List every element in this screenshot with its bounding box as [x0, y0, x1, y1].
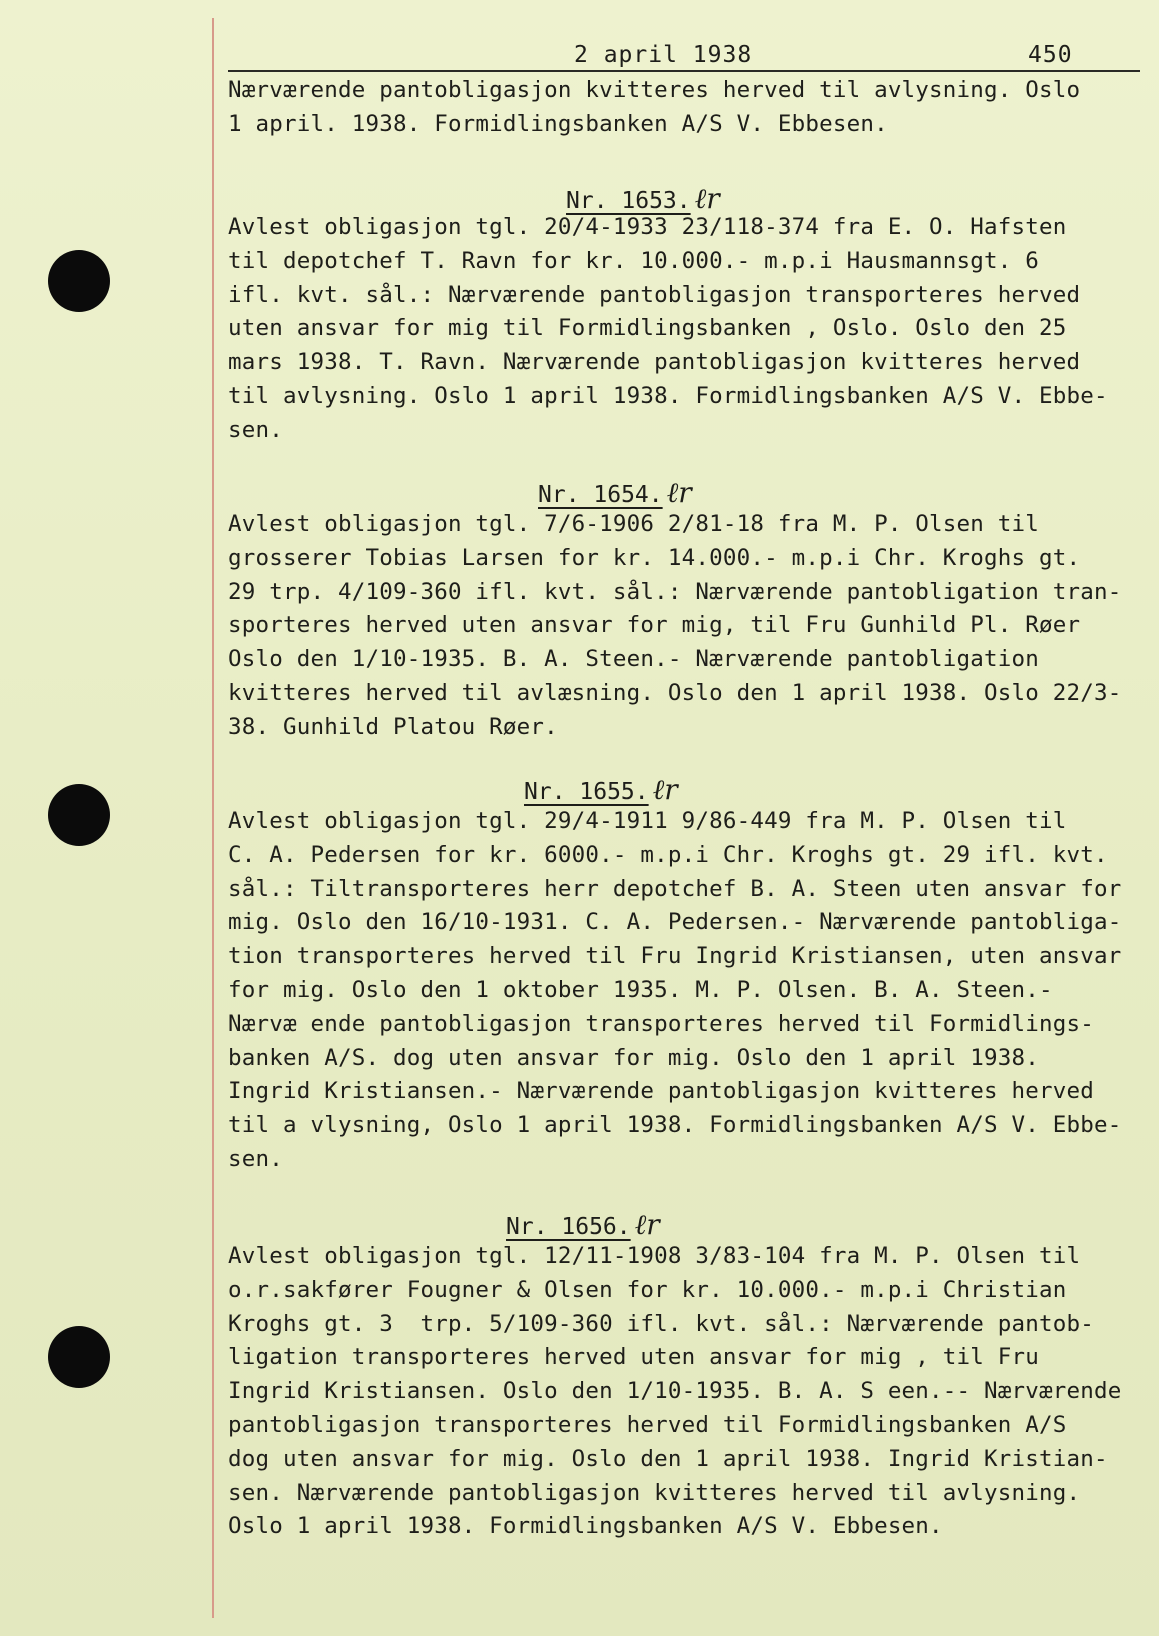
entry-heading-1654 [538, 476, 692, 510]
intro-text: Nærværende pantobligasjon kvitteres herved til avlysning. Oslo 1 april. 1938. Formidlingsbanken A/S V. Ebbesen. [228, 77, 1081, 137]
margin-rule [212, 18, 214, 1618]
header-date: 2 april 1938 [574, 42, 753, 68]
initials-mark: ℓr [694, 182, 720, 215]
entry-text-1656: Avlest obligasjon tgl. 12/11-1908 3/83-104 fra M. P. Olsen til o.r.sakfører Fougner & Olsen for kr. 10.000.- m.p.i Christian Kroghs gt. 3 trp. 5/109-360 ifl. kvt. sål.: Nærværende pantob- ligation transporteres herved uten ansvar for mig , til Fru Ingrid Kristiansen. Oslo den 1/10-1935. B. A. S een.-- Nærværende pantobligasjon transporteres herved til Formidlingsbanken A/S dog uten ansvar for mig. Oslo den 1 april 1938. Ingrid Kristian- sen. Nærværende pantobligasjon kvitteres herved til avlysning. Oslo 1 april 1938. Formidlingsbanken A/S V. Ebbesen. [228, 1243, 1122, 1540]
entry-text-1654: Avlest obligasjon tgl. 7/6-1906 2/81-18 fra M. P. Olsen til grosserer Tobias Larsen for kr. 14.000.- m.p.i Chr. Kroghs gt. 29 trp. 4/109-360 ifl. kvt. sål.: Nærværende pantobligation tran- sporteres herved uten ansvar for mig, til Fru Gunhild Pl. Røer Oslo den 1/10-1935. B. A. Steen.- Nærværende pantobligation kvitteres herved til avlæsning. Oslo den 1 april 1938. Oslo 22/3- 38. Gunhild Platou Røer. [228, 511, 1122, 740]
entry-heading-1655 [524, 773, 678, 807]
page-number: 450 [1028, 42, 1073, 68]
header-rule [228, 70, 1140, 72]
binder-hole-top [48, 250, 110, 312]
entry-text-1655: Avlest obligasjon tgl. 29/4-1911 9/86-449 fra M. P. Olsen til C. A. Pedersen for kr. 6000.- m.p.i Chr. Kroghs gt. 29 ifl. kvt. sål.: Tiltransporteres herr depotchef B. A. Steen uten ansvar for mig. Oslo den 16/10-1931. C. A. Pedersen.- Nærværende pantobliga- tion transporteres herved til Fru Ingrid Kristiansen, uten ansvar for mig. Oslo den 1 oktober 1935. M. P. Olsen. B. A. Steen.- Nærvæ ende pantobligasjon transporteres herved til Formidlings- banken A/S. dog uten ansvar for mig. Oslo den 1 april 1938. Ingrid Kristiansen.- Nærværende pantobligasjon kvitteres herved til a vlysning, Oslo 1 april 1938. Formidlingsbanken A/S V. Ebbe- sen. [228, 808, 1122, 1172]
entry-heading-1656 [506, 1208, 660, 1242]
initials-mark: ℓr [634, 1208, 660, 1241]
initials-mark: ℓr [652, 773, 678, 806]
entry-number: Nr. 1653. [566, 188, 691, 214]
binder-hole-middle [48, 784, 110, 846]
entry-number: Nr. 1654. [538, 482, 663, 508]
entry-number: Nr. 1655. [524, 779, 649, 805]
binder-hole-bottom [48, 1326, 110, 1388]
initials-mark: ℓr [666, 476, 692, 509]
entry-number: Nr. 1656. [506, 1214, 631, 1240]
entry-text-1653: Avlest obligasjon tgl. 20/4-1933 23/118-374 fra E. O. Hafsten til depotchef T. Ravn for kr. 10.000.- m.p.i Hausmannsgt. 6 ifl. kvt. sål.: Nærværende pantobligasjon transporteres herved uten ansvar for mig til Formidlingsbanken , Oslo. Oslo den 25 mars 1938. T. Ravn. Nærværende pantobligasjon kvitteres herved til avlysning. Oslo 1 april 1938. Formidlingsbanken A/S V. Ebbe- sen. [228, 214, 1108, 443]
